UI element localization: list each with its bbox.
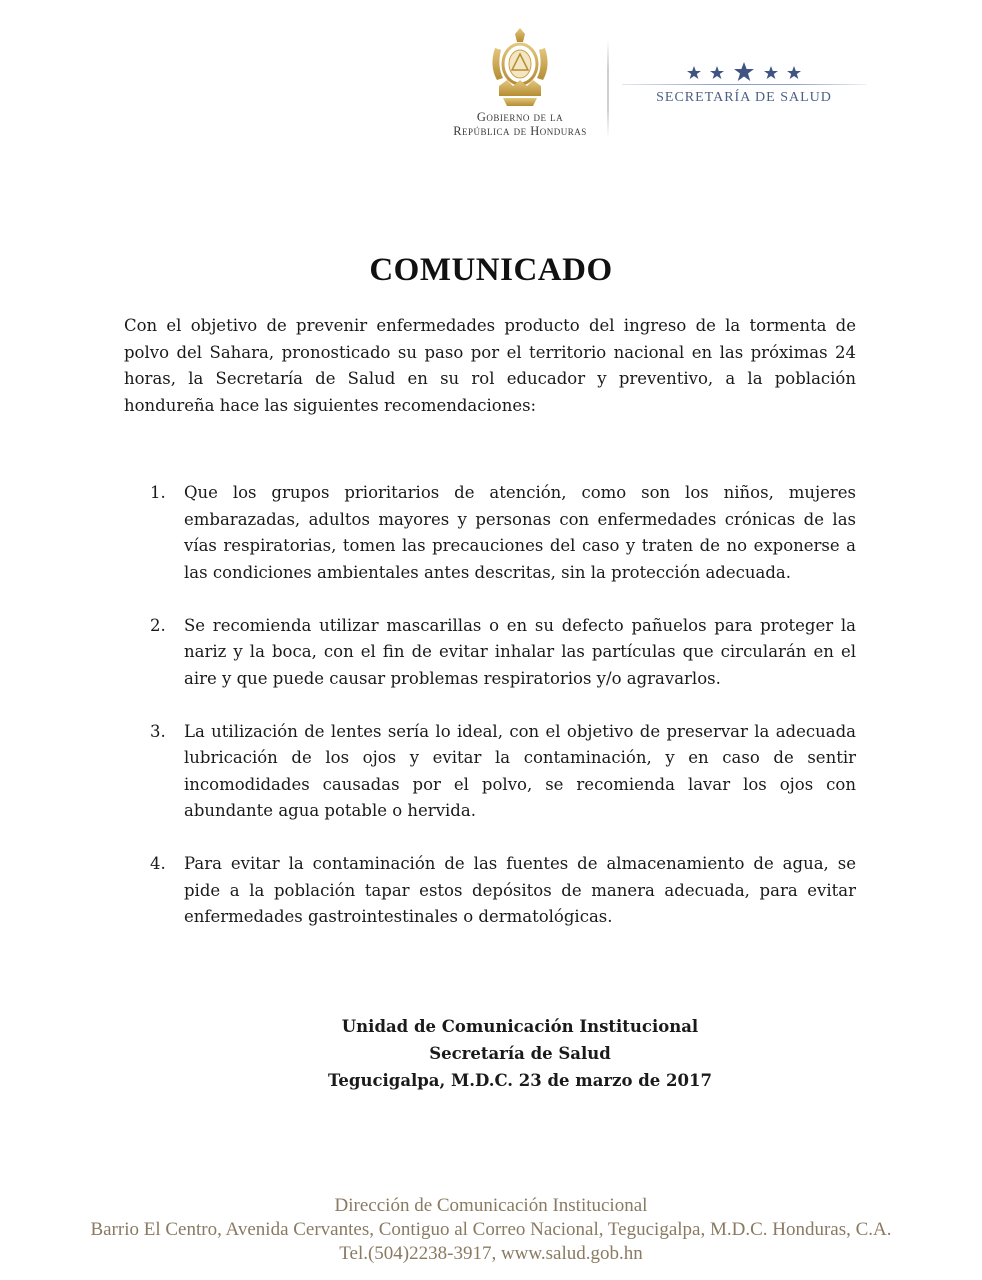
item-text: Que los grupos prioritarios de atención, como son los niños, mujeres embarazadas, adultos mayores y personas con enfermedades crónicas de las vías respiratorias, tomen las precauciones del caso y traten de no exponerse a las condiciones ambientales antes descritas, sin la protección adecuada. xyxy=(184,483,856,582)
recommendation-item xyxy=(150,851,856,931)
government-logo-block xyxy=(440,28,600,138)
signature-ministry: Secretaría de Salud xyxy=(429,1044,611,1063)
letterhead xyxy=(0,0,982,150)
item-number: 3. xyxy=(150,721,166,741)
item-text: Para evitar la contaminación de las fuentes de almacenamiento de agua, se pide a la población tapar estos depósitos de manera adecuada, para evitar enfermedades gastrointestinales o dermatológicas. xyxy=(184,854,856,926)
coat-of-arms-icon xyxy=(485,28,555,110)
recommendation-item xyxy=(150,719,856,825)
item-number: 1. xyxy=(150,483,166,502)
footer-department: Dirección de Comunicación Institucional xyxy=(334,1195,648,1216)
footer-contact: Tel.(504)2238-3917, www.salud.gob.hn xyxy=(339,1243,643,1264)
item-number: 2. xyxy=(150,615,166,635)
footer-address: Barrio El Centro, Avenida Cervantes, Contiguo al Correo Nacional, Tegucigalpa, M.D.C. Honduras, C.A. xyxy=(90,1219,892,1240)
recommendation-item xyxy=(150,613,856,693)
footer xyxy=(0,1194,982,1266)
item-text: La utilización de lentes sería lo ideal, con el objetivo de preservar la adecuada lubricación de los ojos y evitar la contaminación, y en caso de sentir incomodidades causadas por el polvo, se recomienda lavar los ojos con abundante agua potable o hervida. xyxy=(184,721,856,820)
ministry-rule xyxy=(622,84,866,85)
recommendation-item xyxy=(150,480,856,586)
recommendations-list xyxy=(150,480,856,957)
intro-paragraph: Con el objetivo de prevenir enfermedades producto del ingreso de la tormenta de polvo del Sahara, pronosticado su paso por el territorio nacional en las próximas 24 horas, la Secretaría de Salud en su rol educador y preventivo, a la población hondureña hace las siguientes recomendaciones: xyxy=(124,316,856,415)
item-number: 4. xyxy=(150,854,166,873)
gov-name-line-2: República de Honduras xyxy=(453,124,587,138)
item-text: Se recomienda utilizar mascarillas o en su defecto pañuelos para proteger la nariz y la boca, con el fin de evitar inhalar las partículas que circularán en el aire y que puede causar problemas respiratorios y/o agravarlos. xyxy=(184,615,856,688)
signature-place-date: Tegucigalpa, M.D.C. 23 de marzo de 2017 xyxy=(328,1071,712,1090)
five-stars-icon xyxy=(686,62,806,82)
document-title: COMUNICADO xyxy=(369,252,613,288)
signature-block xyxy=(0,1013,982,1094)
gov-name-line-1: Gobierno de la xyxy=(476,110,564,124)
header-divider xyxy=(607,40,609,138)
signature-unit: Unidad de Comunicación Institucional xyxy=(341,1017,699,1036)
ministry-name: SECRETARÍA DE SALUD xyxy=(656,90,832,105)
